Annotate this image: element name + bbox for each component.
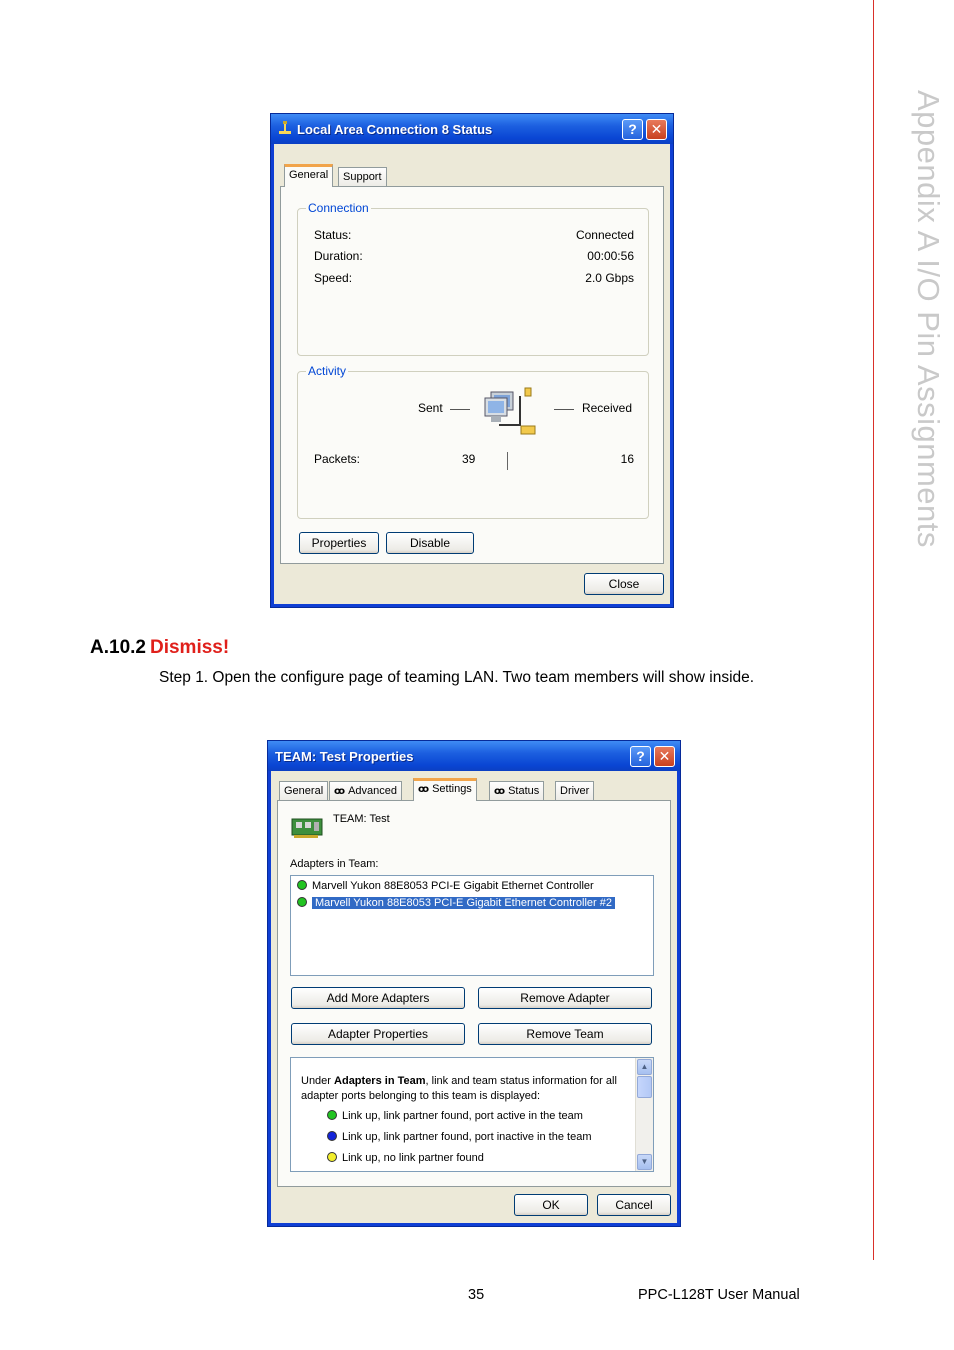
window-client (274, 144, 670, 604)
status-tab-icon: ꝏ (494, 786, 506, 797)
connection-group (297, 201, 649, 356)
tab-advanced[interactable] (329, 781, 402, 801)
close-window-button[interactable]: ✕ (654, 746, 675, 767)
connection-status-window (270, 113, 674, 608)
advanced-tab-icon: ꝏ (334, 786, 346, 797)
connection-group-label: Connection (308, 201, 369, 215)
sent-line (450, 409, 470, 410)
link-status-icon (297, 880, 307, 890)
activity-group (297, 364, 649, 519)
info-suffix: , link and team status information for all adapter ports belonging to this team is displayed: (301, 1075, 617, 1102)
tab-driver[interactable]: Driver (555, 781, 594, 801)
section-number: A.10.2 (90, 637, 146, 658)
properties-button[interactable]: Properties (299, 532, 379, 554)
list-item[interactable] (297, 895, 615, 911)
team-name-label: TEAM: Test (333, 813, 390, 825)
info-prefix: Under (301, 1075, 335, 1087)
scroll-thumb[interactable] (637, 1076, 652, 1098)
tab-general[interactable]: General (284, 164, 333, 187)
ok-button[interactable]: OK (514, 1194, 588, 1216)
tab-status[interactable] (489, 781, 544, 801)
disable-button[interactable]: Disable (386, 532, 474, 554)
adapters-in-team-label: Adapters in Team: (290, 858, 379, 870)
legend-text: Link up, no link partner found (342, 1152, 484, 1164)
packets-label: Packets: (314, 452, 361, 466)
status-value: Connected (575, 228, 634, 242)
duration-label: Duration: (314, 249, 363, 263)
scroll-up-icon[interactable]: ▲ (637, 1059, 652, 1075)
link-status-icon (297, 897, 307, 907)
green-status-icon (327, 1110, 337, 1120)
margin-rule (873, 0, 874, 1260)
section-heading (90, 637, 229, 659)
tab-status-label: Status (508, 785, 540, 797)
adapter-name: Marvell Yukon 88E8053 PCI-E Gigabit Ethernet Controller (312, 880, 594, 892)
list-item[interactable] (297, 878, 594, 894)
adapter-name: Marvell Yukon 88E8053 PCI-E Gigabit Ethernet Controller #2 (312, 897, 615, 909)
general-tab-panel (280, 186, 664, 564)
legend-item (327, 1110, 583, 1122)
window-title: Local Area Connection 8 Status (297, 122, 493, 137)
info-scrollbar[interactable] (635, 1058, 653, 1171)
team-properties-titlebar (268, 741, 680, 771)
team-properties-window (267, 740, 681, 1227)
network-activity-icon (481, 386, 541, 442)
tab-general[interactable]: General (279, 781, 328, 801)
packets-received-value: 16 (620, 452, 634, 466)
page-number: 35 (468, 1287, 485, 1303)
speed-value: 2.0 Gbps (585, 271, 634, 285)
received-line (554, 409, 574, 410)
yellow-status-icon (327, 1152, 337, 1162)
close-window-button[interactable]: ✕ (646, 119, 667, 140)
team-status-info (290, 1057, 654, 1172)
legend-item (327, 1131, 591, 1143)
cancel-button[interactable]: Cancel (597, 1194, 671, 1216)
add-more-adapters-button[interactable]: Add More Adapters (291, 987, 465, 1009)
help-button[interactable]: ? (630, 746, 651, 767)
tab-settings[interactable] (413, 778, 477, 801)
blue-status-icon (327, 1131, 337, 1141)
step-paragraph: Step 1. Open the configure page of teaming LAN. Two team members will show inside. (159, 669, 755, 686)
adapter-properties-button[interactable]: Adapter Properties (291, 1023, 465, 1045)
remove-adapter-button[interactable]: Remove Adapter (478, 987, 652, 1009)
tab-settings-label: Settings (432, 783, 472, 795)
window-title: TEAM: Test Properties (275, 749, 414, 764)
packets-sent-value: 39 (462, 452, 476, 466)
section-title: Dismiss! (149, 637, 230, 658)
window-client (271, 771, 677, 1223)
side-chapter-title: Appendix A I/O Pin Assignments (911, 90, 946, 548)
legend-text: Link up, link partner found, port active in the team (342, 1110, 583, 1122)
help-button[interactable]: ? (622, 119, 643, 140)
tab-support[interactable]: Support (338, 167, 387, 187)
legend-item (327, 1152, 484, 1164)
close-button[interactable]: Close (584, 573, 664, 595)
duration-value: 00:00:56 (587, 249, 634, 263)
info-bold: Adapters in Team (334, 1075, 426, 1087)
remove-team-button[interactable]: Remove Team (478, 1023, 652, 1045)
network-connection-icon (277, 121, 293, 137)
settings-tab-panel (277, 800, 671, 1187)
packets-divider (507, 452, 508, 470)
activity-group-label: Activity (308, 364, 347, 378)
scroll-down-icon[interactable]: ▼ (637, 1154, 652, 1170)
received-label: Received (581, 401, 632, 415)
network-adapter-icon (291, 816, 325, 840)
info-text (301, 1074, 619, 1104)
speed-label: Speed: (314, 271, 353, 285)
sent-label: Sent (418, 401, 443, 415)
legend-text: Link up, link partner found, port inactive in the team (342, 1131, 592, 1143)
status-label: Status: (314, 228, 352, 242)
tab-advanced-label: Advanced (348, 785, 397, 797)
adapters-list[interactable] (290, 875, 654, 976)
connection-status-titlebar (271, 114, 673, 144)
manual-name: PPC-L128T User Manual (638, 1287, 800, 1303)
settings-tab-icon: ꝏ (418, 784, 430, 795)
